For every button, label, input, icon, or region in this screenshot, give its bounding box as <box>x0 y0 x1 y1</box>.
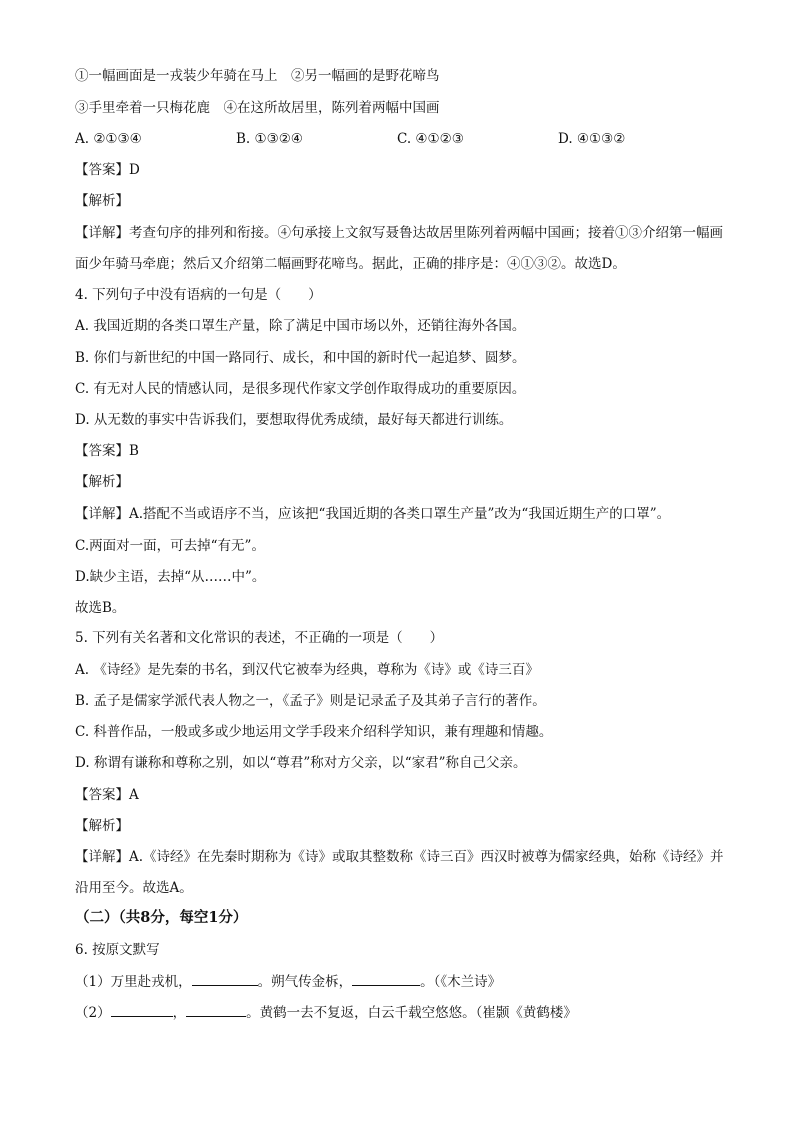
q4-option-a: A. 我国近期的各类口罩生产量，除了满足中国市场以外，还销往海外各国。 <box>75 318 526 334</box>
q5-option-c: C. 科普作品，一般或多或少地运用文学手段来介绍科学知识，兼有理趣和情趣。 <box>75 724 553 740</box>
q4-detail-line-4: 故选B。 <box>75 600 126 616</box>
q6-stem: 6. 按原文默写 <box>75 942 160 958</box>
q6-line-1 <box>75 971 734 992</box>
q4-stem: 4. 下列句子中没有语病的一句是（ ） <box>75 287 322 303</box>
answer-blank[interactable] <box>192 971 258 986</box>
q5-answer: 【答案】A <box>75 787 139 803</box>
q4-analysis-label: 【解析】 <box>75 474 129 490</box>
q3-option-d: D. ④①③② <box>558 131 626 147</box>
q5-option-a: A. 《诗经》是先秦的书名，到汉代它被奉为经典，尊称为《诗》或《诗三百》 <box>75 662 539 678</box>
q6-line-2-text-b: ， <box>172 1005 187 1021</box>
q3-option-c: C. ④①②③ <box>397 131 464 147</box>
q4-detail-line-3: D.缺少主语，去掉“从……中”。 <box>75 569 266 585</box>
q3-detail: 【详解】考查句序的排列和衔接。④句承接上文叙写聂鲁达故居里陈列着两幅中国画；接着①③介绍第一幅画面少年骑马牵鹿；然后又介绍第二幅画野花啼鸟。据此，正确的排序是：④①③②。故选D。 <box>75 225 723 272</box>
q4-option-b: B. 你们与新世纪的中国一路同行、成长，和中国的新时代一起追梦、圆梦。 <box>75 350 526 366</box>
q5-option-b: B. 孟子是儒家学派代表人物之一，《孟子》则是记录孟子及其弟子言行的著作。 <box>75 693 546 709</box>
q3-option-b: B. ①③②④ <box>236 131 303 147</box>
q6-line-1-text-b: 。朔气传金柝， <box>257 974 353 990</box>
q3-options <box>75 129 734 149</box>
q6-line-1-text-a: （1）万里赴戎机， <box>75 974 192 990</box>
q3-sentence-line-1: ①一幅画面是一戎装少年骑在马上 ②另一幅画的是野花啼鸟 <box>75 68 440 84</box>
answer-blank[interactable] <box>352 971 420 986</box>
q3-sentence-line-2: ③手里牵着一只梅花鹿 ④在这所故居里，陈列着两幅中国画 <box>75 100 440 116</box>
q3-answer: 【答案】D <box>75 162 140 178</box>
q6-line-2 <box>75 1002 734 1023</box>
answer-blank[interactable] <box>111 1002 173 1017</box>
q6-line-2-text-c: 。黄鹤一去不复返，白云千载空悠悠。（崔颢《黄鹤楼》 <box>246 1005 577 1021</box>
q4-answer: 【答案】B <box>75 443 139 459</box>
q4-option-d: D. 从无数的事实中告诉我们，要想取得优秀成绩，最好每天都进行训练。 <box>75 412 513 428</box>
section-2-heading: （二）（共8分，每空1分） <box>75 909 248 926</box>
q3-option-a: A. ②①③④ <box>75 131 142 147</box>
q6-line-2-text-a: （2） <box>75 1005 111 1021</box>
q4-detail-line-1: 【详解】A.搭配不当或语序不当，应该把“我国近期的各类口罩生产量”改为“我国近期生产的口罩”。 <box>75 506 671 522</box>
q6-line-1-text-c: 。（《木兰诗》 <box>420 974 502 990</box>
q5-stem: 5. 下列有关名著和文化常识的表述，不正确的一项是（ ） <box>75 630 444 646</box>
answer-blank[interactable] <box>186 1002 246 1017</box>
q4-option-c: C. 有无对人民的情感认同，是很多现代作家文学创作取得成功的重要原因。 <box>75 381 526 397</box>
q5-analysis-label: 【解析】 <box>75 818 129 834</box>
q5-option-d: D. 称谓有谦称和尊称之别，如以“尊君”称对方父亲，以“家君”称自己父亲。 <box>75 755 527 771</box>
q4-detail-line-2: C.两面对一面，可去掉“有无”。 <box>75 538 265 554</box>
q3-analysis-label: 【解析】 <box>75 193 129 209</box>
q5-detail: 【详解】A.《诗经》在先秦时期称为《诗》或取其整数称《诗三百》西汉时被尊为儒家经典，始称《诗经》并沿用至今。故选A。 <box>75 849 724 896</box>
